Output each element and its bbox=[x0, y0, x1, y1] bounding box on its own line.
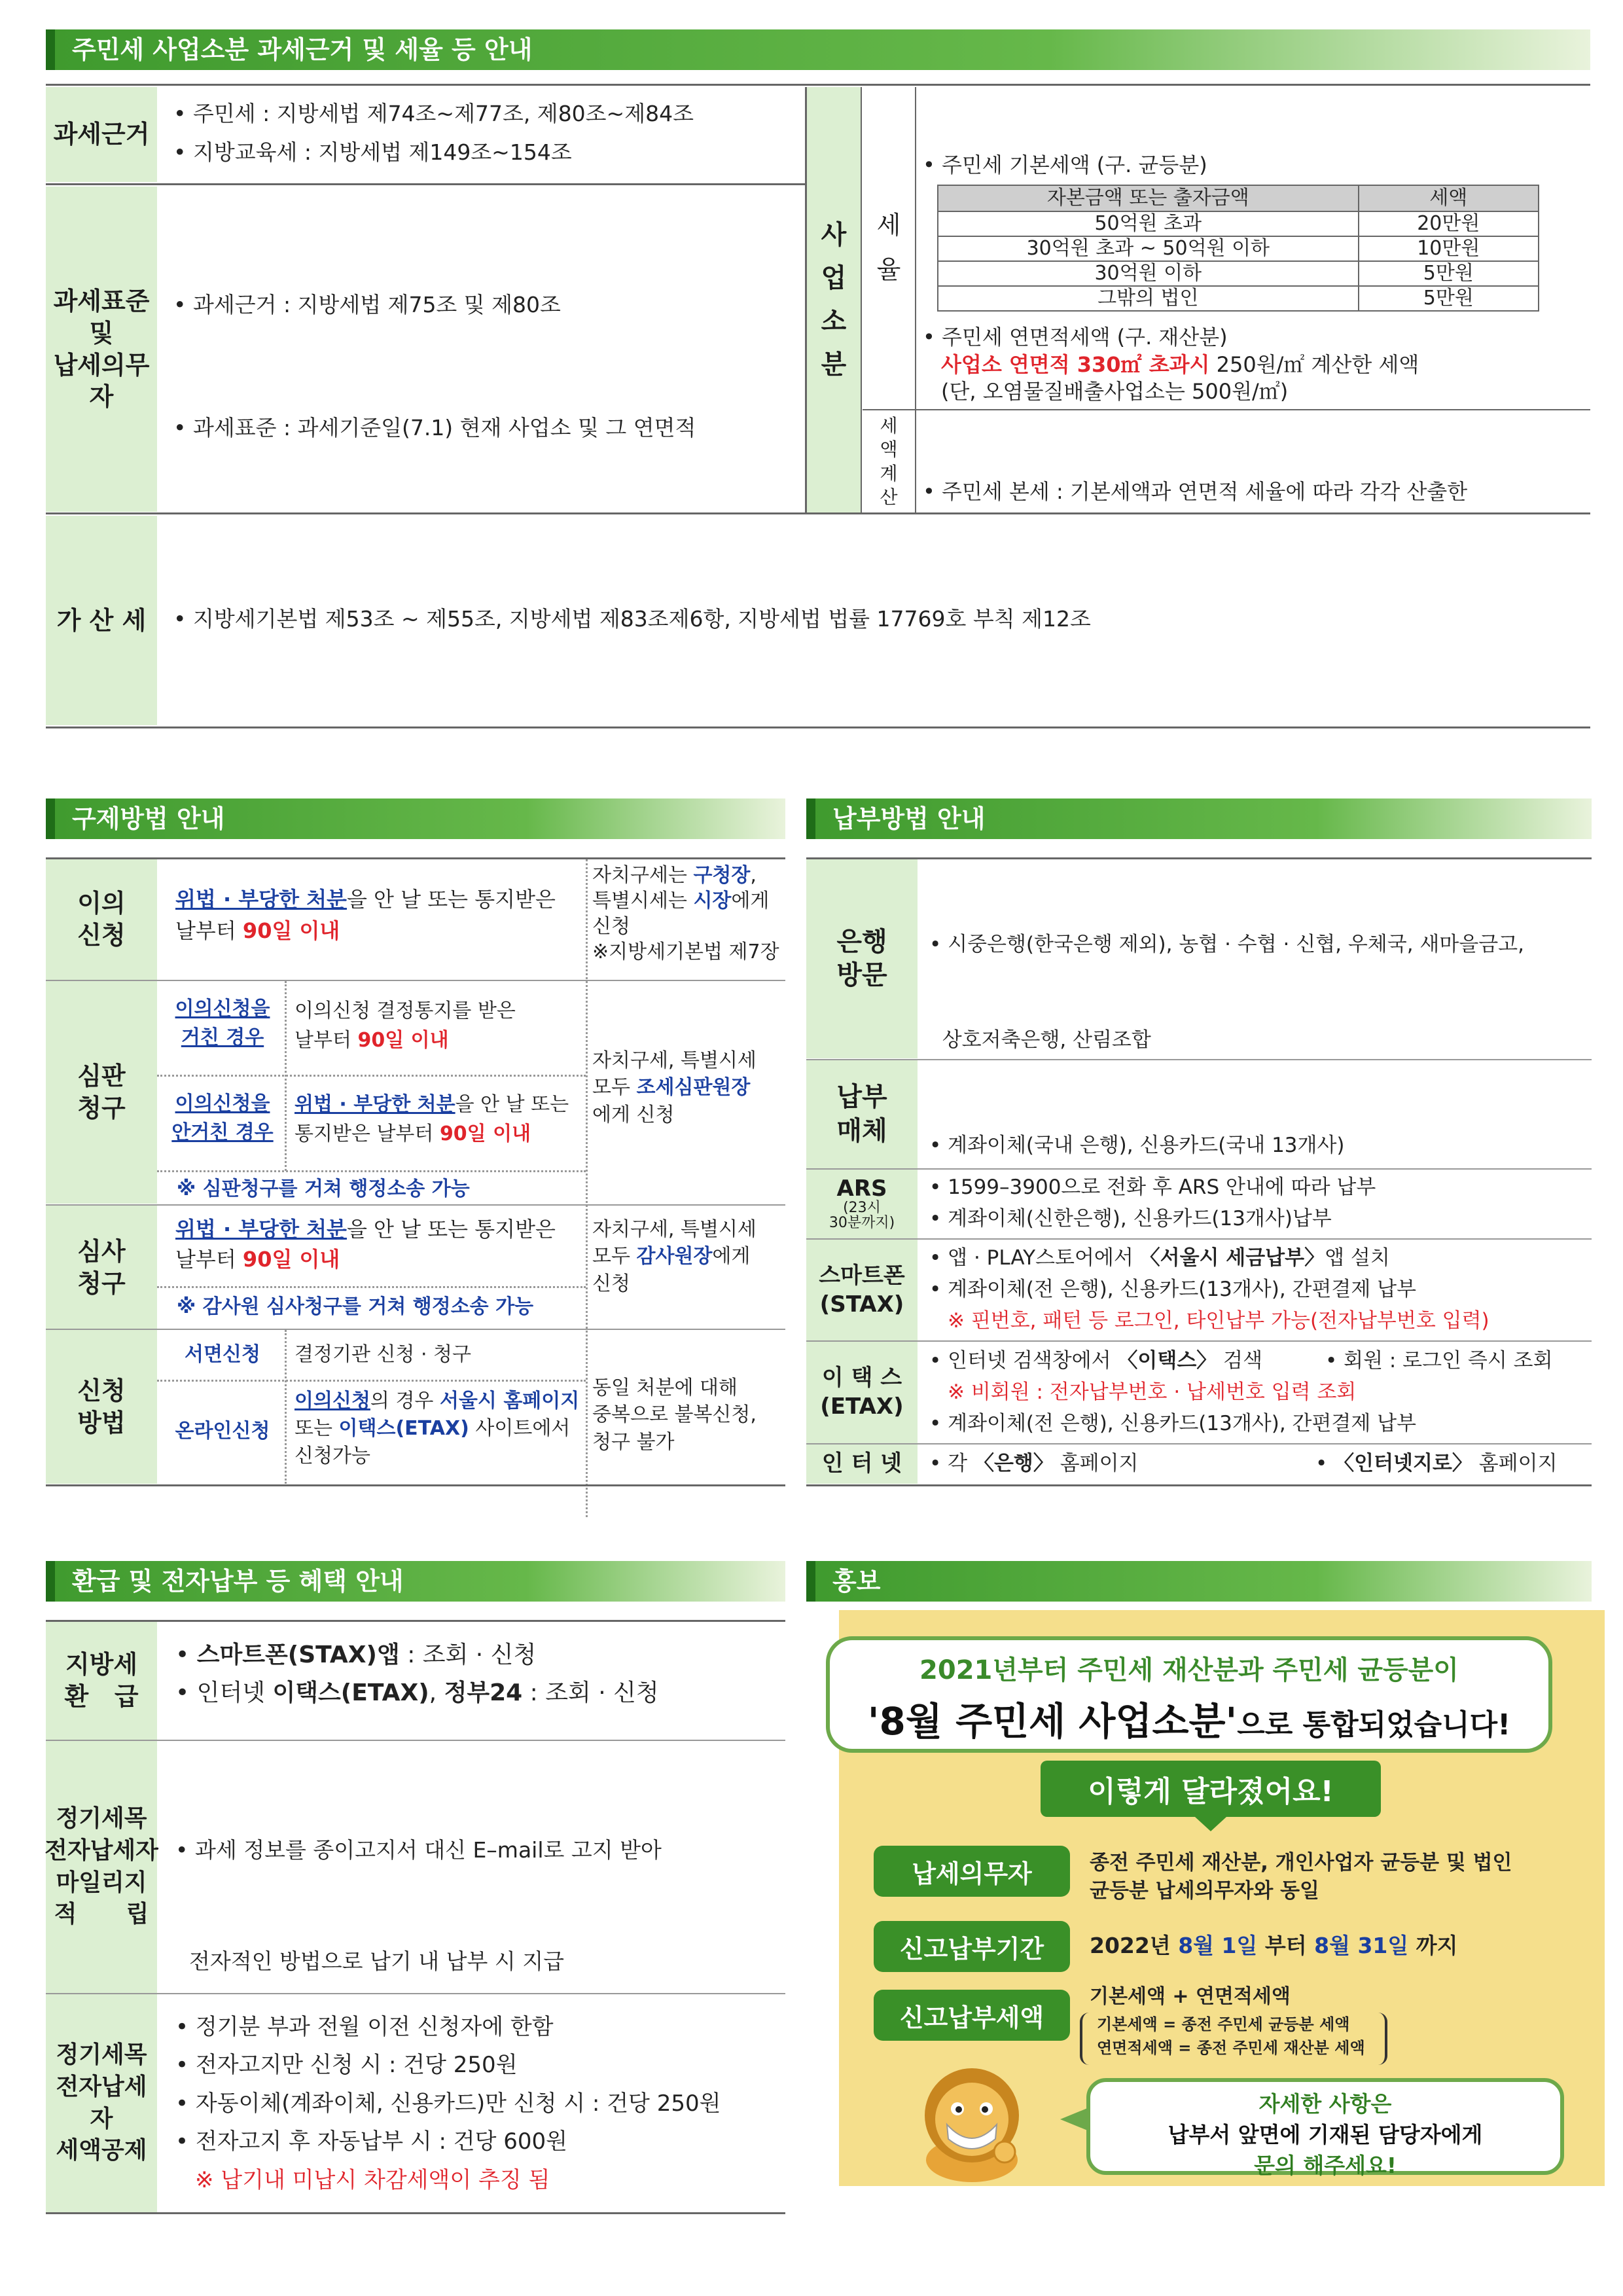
app-name: 〈서울시 세금납부〉 bbox=[1139, 1246, 1325, 1270]
label-text: 심판 bbox=[77, 1062, 126, 1091]
bubble-tail bbox=[1060, 2108, 1089, 2131]
promo-taxpayer-text bbox=[1090, 1849, 1574, 1908]
text: 거친 경우 bbox=[181, 1026, 264, 1049]
highlight-text: 사업소 연면적 330㎡ 초과시 bbox=[941, 351, 1210, 377]
text: 이의신청 결정통지를 받은 bbox=[294, 999, 516, 1022]
review-authority bbox=[592, 1216, 785, 1314]
mascot-svg bbox=[906, 2062, 1037, 2183]
label-tax-basis bbox=[46, 87, 157, 182]
contact-bubble bbox=[1086, 2078, 1564, 2178]
list-item: • 과세 정보를 종이고지서 대신 E–mail로 고지 받아 bbox=[175, 1837, 662, 1863]
text: 또는 bbox=[294, 1417, 339, 1440]
divider bbox=[806, 857, 1592, 859]
list-item: • 주민세 본세 : 기본세액과 연면적 세율에 따라 각각 산출한 bbox=[923, 478, 1468, 504]
trial-case-b-label bbox=[164, 1090, 281, 1155]
tax-basis-content bbox=[173, 95, 795, 180]
ars-content bbox=[929, 1172, 1590, 1237]
text: 통지받은 날부터 bbox=[294, 1122, 440, 1145]
label-objection bbox=[46, 859, 157, 980]
text: , bbox=[429, 1679, 444, 1706]
table-row bbox=[938, 236, 1539, 261]
date-text: 8월 1일 bbox=[1178, 1933, 1258, 1958]
label-text: 전자납세자 bbox=[56, 2073, 147, 2132]
section-title-promo bbox=[806, 1561, 1592, 1602]
promo-headline-card bbox=[826, 1636, 1552, 1753]
payment-media-content bbox=[929, 1067, 1590, 1165]
label-text: (ETAX) bbox=[820, 1393, 904, 1420]
label-text: 스마트폰 bbox=[819, 1262, 905, 1289]
label-subtext: (23시 bbox=[843, 1200, 881, 1217]
label-text: 방법 bbox=[77, 1408, 126, 1437]
section-title-refund bbox=[46, 1561, 785, 1602]
list-item: • 전자고지 후 자동납부 시 : 건당 600원 bbox=[175, 2128, 568, 2155]
text: 중복으로 불복신청, bbox=[592, 1403, 757, 1427]
label-ars bbox=[806, 1170, 918, 1238]
label-text: (STAX) bbox=[819, 1291, 904, 1318]
text: 연면적세액 = 종전 주민세 재산분 세액 bbox=[1097, 2039, 1365, 2057]
table-header: 세액 bbox=[1359, 185, 1539, 211]
note-text: ※ 납기내 미납시 차감세액이 추징 됨 bbox=[195, 2166, 550, 2193]
trial-note: ※ 심판청구를 거쳐 행정소송 가능 bbox=[177, 1177, 470, 1200]
divider bbox=[157, 1380, 586, 1382]
table-cell: 30억원 이하 bbox=[938, 261, 1359, 286]
section-title-text: 홍보 bbox=[832, 1567, 881, 1596]
promo-label-period bbox=[874, 1921, 1070, 1972]
label-payment-media bbox=[806, 1060, 918, 1168]
table-cell: 5만원 bbox=[1359, 261, 1539, 286]
review-content bbox=[175, 1214, 581, 1280]
table-cell: 20만원 bbox=[1359, 211, 1539, 236]
divider bbox=[157, 1075, 586, 1077]
text: 동일 처분에 대해 bbox=[592, 1376, 738, 1399]
label-text: 매체 bbox=[836, 1115, 887, 1146]
text: 날부터 bbox=[175, 918, 243, 943]
highlight-text: 감사원장 bbox=[636, 1245, 713, 1268]
list-item: • 시중은행(한국은행 제외), 농협 · 수협 · 신협, 우체국, 새마을금고, bbox=[929, 933, 1524, 957]
written-apply-label: 서면신청 bbox=[185, 1343, 260, 1366]
date-text: 8월 31일 bbox=[1314, 1933, 1409, 1958]
text: • 인터넷 검색창에서 bbox=[929, 1349, 1118, 1372]
label-review bbox=[46, 1206, 157, 1330]
text: 안거친 경우 bbox=[171, 1121, 274, 1144]
divider bbox=[157, 1286, 586, 1288]
site-name: 〈이택스〉 bbox=[1117, 1349, 1217, 1372]
rate-table bbox=[937, 185, 1539, 312]
table-row bbox=[938, 286, 1539, 311]
note-text: ※ 핀번호, 패턴 등 로그인, 타인납부 가능(전자납부번호 입력) bbox=[948, 1309, 1489, 1333]
label-smartphone bbox=[806, 1240, 918, 1341]
etax-content bbox=[929, 1345, 1590, 1443]
list-item: 전자적인 방법으로 납기 내 납부 시 지급 bbox=[175, 1948, 564, 1974]
text: 자치구세, 특별시세 bbox=[592, 1218, 757, 1241]
label-subtext: 30분까지) bbox=[829, 1215, 895, 1232]
text: 기본세액 = 종전 주민세 균등분 세액 bbox=[1097, 2015, 1350, 2034]
trial-case-b-content bbox=[294, 1090, 582, 1155]
banner-text: 이렇게 달라졌어요! bbox=[1088, 1775, 1334, 1808]
site-name: 정부24 bbox=[444, 1679, 523, 1706]
section-title-text: 환급 및 전자납부 등 혜택 안내 bbox=[72, 1567, 404, 1596]
bubble-text: 납부서 앞면에 기재된 담당자에게 bbox=[1168, 2122, 1483, 2147]
banner-pointer bbox=[1195, 1817, 1226, 1831]
divider bbox=[806, 1443, 1592, 1444]
text: • 인터넷 bbox=[175, 1679, 273, 1706]
highlight-text: 이택스(ETAX) bbox=[338, 1417, 469, 1440]
text: 신청 bbox=[592, 915, 630, 938]
mascot-haechi-icon bbox=[906, 2062, 1037, 2183]
label-char: 사 bbox=[821, 220, 847, 250]
list-item: • 자동이체(계좌이체, 신용카드)만 신청 시 : 건당 250원 bbox=[175, 2090, 721, 2117]
note-text: ※ 비회원 : 전자납부번호 · 납세번호 입력 조회 bbox=[948, 1380, 1357, 1405]
deadline-text: 90일 이내 bbox=[357, 1029, 449, 1052]
list-item bbox=[923, 351, 1584, 379]
text: 신청 bbox=[592, 1272, 630, 1295]
text: 의 경우 bbox=[370, 1390, 440, 1412]
divider bbox=[285, 1330, 287, 1484]
list-item: • 주민세 : 지방세법 제74조~제77조, 제80조~제84조 bbox=[173, 101, 694, 126]
rate-content bbox=[923, 95, 1584, 183]
label-tax-credit bbox=[46, 1994, 157, 2212]
bank-visit-content bbox=[929, 865, 1590, 1058]
label-text: 정기세목 bbox=[56, 1805, 147, 1833]
internet-content bbox=[929, 1448, 1590, 1484]
text: 에게 bbox=[712, 1245, 751, 1268]
text: 에게 신청 bbox=[592, 1103, 675, 1126]
site-name: 이택스(ETAX) bbox=[272, 1679, 429, 1706]
changed-banner bbox=[1041, 1761, 1381, 1817]
label-text: 환 급 bbox=[64, 1682, 139, 1711]
app-name: 스마트폰(STAX)앱 bbox=[196, 1641, 400, 1668]
label-rate bbox=[863, 87, 915, 408]
text: 날부터 bbox=[175, 1247, 243, 1272]
label-apply-method bbox=[46, 1330, 157, 1484]
penalty-content bbox=[173, 524, 1587, 720]
pill-text: 납세의무자 bbox=[912, 1859, 1032, 1888]
text: • 앱 · PLAY스토어에서 bbox=[929, 1246, 1140, 1270]
highlight-text: 시장 bbox=[693, 889, 732, 912]
table-header: 자본금액 또는 출자금액 bbox=[938, 185, 1359, 211]
text: • 각 bbox=[929, 1452, 974, 1475]
table-cell: 그밖의 법인 bbox=[938, 286, 1359, 311]
text: 이의신청을 bbox=[175, 997, 270, 1020]
label-text: 세액공제 bbox=[56, 2137, 147, 2164]
text: 모두 bbox=[592, 1076, 637, 1100]
smartphone-content bbox=[929, 1242, 1590, 1340]
divider bbox=[586, 859, 588, 1517]
text: 을 안 날 또는 통지받은 bbox=[346, 887, 556, 912]
calc-content bbox=[923, 418, 1584, 509]
list-item: • 과세근거 : 지방세법 제75조 및 제80조 bbox=[173, 292, 561, 318]
label-char: 산 bbox=[880, 486, 898, 508]
label-text: 이의 bbox=[77, 889, 126, 918]
divider bbox=[806, 1168, 1592, 1170]
text: 종전 주민세 재산분, 개인사업자 균등분 및 법인 bbox=[1090, 1851, 1512, 1874]
headline-text: 2021년부터 주민세 재산분과 주민세 균등분이 bbox=[919, 1655, 1459, 1685]
divider bbox=[46, 1484, 785, 1486]
label-penalty bbox=[46, 516, 157, 725]
label-text: 신청 bbox=[77, 921, 126, 950]
label-text: ARS bbox=[836, 1175, 887, 1202]
objection-authority bbox=[592, 863, 785, 980]
divider bbox=[863, 409, 1590, 410]
label-char: 액 bbox=[880, 439, 898, 461]
list-item: • 주민세 연면적세액 (구. 재산분) bbox=[923, 325, 1228, 350]
divider bbox=[915, 87, 916, 512]
bubble-text: 자세한 사항은 bbox=[1258, 2091, 1392, 2117]
text: 검색 bbox=[1217, 1349, 1263, 1372]
text: , bbox=[750, 864, 757, 887]
pill-text: 신고납부기간 bbox=[899, 1934, 1044, 1964]
label-mileage bbox=[46, 1741, 157, 1993]
label-text: 청구 bbox=[77, 1269, 126, 1298]
label-bank-visit bbox=[806, 859, 918, 1058]
divider bbox=[806, 1484, 1592, 1486]
list-item: • 계좌이체(전 은행), 신용카드(13개사), 간편결제 납부 bbox=[929, 1278, 1417, 1302]
section-title-tax-basis bbox=[46, 29, 1590, 70]
text: 앱 설치 bbox=[1325, 1246, 1390, 1270]
label-text: 전자납세자 bbox=[45, 1837, 158, 1864]
mileage-content bbox=[175, 1757, 784, 1986]
highlight-text: 구청장 bbox=[693, 864, 751, 887]
area-rate-content bbox=[923, 324, 1584, 406]
divider bbox=[46, 84, 1590, 86]
highlight-text: 이의신청 bbox=[294, 1390, 370, 1412]
label-text: 이 택 스 bbox=[821, 1364, 902, 1391]
list-item: • 계좌이체(신한은행), 신용카드(13개사)납부 bbox=[929, 1207, 1332, 1231]
text: 이의신청을 bbox=[175, 1092, 270, 1115]
list-item: 상호저축은행, 산림조합 bbox=[929, 1028, 1151, 1052]
text: 청구 불가 bbox=[592, 1430, 675, 1454]
deadline-text: 90일 이내 bbox=[242, 1247, 340, 1272]
divider bbox=[46, 512, 1590, 514]
highlight-text: 위법 · 부당한 처분 bbox=[175, 887, 347, 912]
promo-label-taxpayer bbox=[874, 1846, 1070, 1897]
table-cell: 5만원 bbox=[1359, 286, 1539, 311]
label-char: 율 bbox=[876, 255, 901, 284]
label-char: 분 bbox=[821, 350, 847, 380]
label-business-part bbox=[807, 87, 861, 512]
label-text: 정기세목 bbox=[56, 2041, 147, 2069]
label-text: 과세표준및 bbox=[53, 287, 150, 348]
label-text: 마일리지 bbox=[56, 1869, 147, 1896]
headline-text: 으로 통합되었습니다! bbox=[1237, 1708, 1511, 1742]
text: 특별시세는 bbox=[592, 889, 694, 912]
text: 을 안 날 또는 bbox=[455, 1093, 569, 1116]
objection-content bbox=[175, 884, 581, 962]
headline-strong: '8월 주민세 사업소분' bbox=[867, 1699, 1238, 1744]
trial-case-a-label bbox=[164, 995, 281, 1060]
tax-credit-content bbox=[175, 2008, 784, 2211]
section-title-payment bbox=[806, 798, 1592, 839]
list-item: • 정기분 부과 전월 이전 신청자에 한함 bbox=[175, 2014, 554, 2040]
divider bbox=[46, 726, 1590, 728]
label-text: 지방세 bbox=[65, 1650, 138, 1679]
label-char: 소 bbox=[821, 306, 847, 336]
divider bbox=[806, 1340, 1592, 1342]
site-name: 〈인터넷지로〉 bbox=[1334, 1452, 1472, 1475]
apply-method-note bbox=[592, 1374, 785, 1466]
text: • 회원 : 로그인 즉시 조회 bbox=[1325, 1349, 1553, 1372]
label-trial bbox=[46, 981, 157, 1204]
text: 홈페이지 bbox=[1053, 1452, 1139, 1475]
label-text: 적 립 bbox=[54, 1901, 149, 1928]
label-text: 납세의무자 bbox=[53, 350, 150, 412]
label-text: 심사 bbox=[77, 1237, 126, 1266]
list-item: • 1599–3900으로 전화 후 ARS 안내에 따라 납부 bbox=[929, 1175, 1376, 1199]
list-item: • 지방교육세 : 지방세법 제149조~154조 bbox=[173, 139, 572, 165]
text: 자치구세, 특별시세 bbox=[592, 1049, 757, 1072]
text: • bbox=[1315, 1452, 1334, 1475]
label-refund bbox=[46, 1622, 157, 1740]
label-char: 계 bbox=[880, 462, 898, 484]
promo-amount-text: 기본세액 + 연면적세액 bbox=[1090, 1985, 1291, 2008]
label-text: 납부 bbox=[836, 1082, 887, 1113]
text: 홈페이지 bbox=[1472, 1452, 1558, 1475]
highlight-text: 조세심판원장 bbox=[636, 1076, 751, 1100]
label-text: 신청 bbox=[77, 1376, 126, 1405]
divider bbox=[806, 1059, 1592, 1060]
divider bbox=[157, 1170, 586, 1172]
table-cell: 50억원 초과 bbox=[938, 211, 1359, 236]
label-text: 은행 bbox=[836, 926, 887, 957]
tax-standard-content bbox=[173, 203, 795, 504]
list-item: • 계좌이체(전 은행), 신용카드(13개사), 간편결제 납부 bbox=[929, 1412, 1417, 1436]
text: 까지 bbox=[1408, 1933, 1458, 1958]
text: 균등분 납세의무자와 동일 bbox=[1090, 1878, 1319, 1903]
text: 에게 bbox=[731, 889, 770, 912]
table-cell: 10만원 bbox=[1359, 236, 1539, 261]
label-internet bbox=[806, 1444, 918, 1484]
site-name: 〈은행〉 bbox=[973, 1452, 1054, 1475]
list-item: • 과세표준 : 과세기준일(7.1) 현재 사업소 및 그 연면적 bbox=[173, 415, 696, 441]
highlight-text: 서울시 홈페이지 bbox=[439, 1390, 580, 1412]
label-text: 과세근거 bbox=[53, 120, 150, 149]
label-etax bbox=[806, 1342, 918, 1443]
section-title-text: 주민세 사업소분 과세근거 및 세율 등 안내 bbox=[72, 35, 533, 64]
label-text: 청구 bbox=[77, 1094, 126, 1122]
text: 모두 bbox=[592, 1245, 637, 1268]
label-text: 인 터 넷 bbox=[821, 1450, 902, 1477]
table-row bbox=[938, 261, 1539, 286]
headline-main bbox=[830, 1691, 1548, 1746]
text: : 조회 · 신청 bbox=[399, 1641, 537, 1668]
trial-case-a-content bbox=[294, 996, 582, 1062]
text: 날부터 bbox=[294, 1029, 358, 1052]
label-text: 방문 bbox=[836, 960, 887, 990]
table-row bbox=[938, 211, 1539, 236]
online-apply-label: 온라인신청 bbox=[175, 1420, 270, 1443]
highlight-text: 위법 · 부당한 처분 bbox=[175, 1217, 347, 1242]
text: • bbox=[175, 1641, 197, 1668]
text: 250원/㎡ 계산한 세액 bbox=[1209, 351, 1419, 377]
list-item: • 주민세 기본세액 (구. 균등분) bbox=[923, 152, 1207, 178]
promo-label-amount bbox=[874, 1990, 1070, 2041]
highlight-text: 위법 · 부당한 처분 bbox=[294, 1093, 455, 1116]
label-calc bbox=[863, 411, 915, 512]
written-apply-content: 결정기관 신청 · 청구 bbox=[294, 1343, 471, 1366]
review-note: ※ 감사원 심사청구를 거쳐 행정소송 가능 bbox=[177, 1295, 534, 1318]
text: : 조회 · 신청 bbox=[522, 1679, 659, 1706]
divider bbox=[861, 87, 862, 512]
section-title-text: 구제방법 안내 bbox=[72, 804, 225, 833]
divider bbox=[46, 183, 805, 185]
list-item: • 전자고지만 신청 시 : 건당 250원 bbox=[175, 2052, 518, 2079]
label-text: 가 산 세 bbox=[56, 605, 147, 635]
label-char: 세 bbox=[880, 414, 898, 437]
section-title-text: 납부방법 안내 bbox=[832, 804, 986, 833]
section-title-remedy bbox=[46, 798, 785, 839]
label-char: 세 bbox=[876, 210, 901, 240]
divider bbox=[46, 2212, 785, 2214]
deadline-text: 90일 이내 bbox=[439, 1122, 531, 1145]
list-item bbox=[173, 716, 1587, 720]
refund-content bbox=[175, 1636, 777, 1734]
online-apply-content bbox=[294, 1388, 582, 1479]
text: 사이트에서 bbox=[469, 1417, 571, 1440]
label-char: 업 bbox=[821, 263, 847, 293]
label-tax-standard bbox=[46, 187, 157, 512]
bubble-text: 문의 해주세요! bbox=[1254, 2153, 1397, 2178]
list-item: • 지방세기본법 제53조 ~ 제55조, 지방세법 제83조제6항, 지방세법 법률 17769호 부칙 제12조 bbox=[173, 606, 1091, 632]
trial-authority bbox=[592, 1047, 785, 1145]
text: 신청가능 bbox=[294, 1444, 370, 1467]
text: 2022년 bbox=[1090, 1933, 1179, 1958]
text: ※지방세기본법 제7장 bbox=[592, 941, 779, 963]
text: 부터 bbox=[1257, 1933, 1315, 1958]
promo-amount-detail bbox=[1080, 2013, 1387, 2065]
list-item: (단, 오염물질배출사업소는 500원/㎡) bbox=[941, 379, 1289, 404]
deadline-text: 90일 이내 bbox=[242, 918, 340, 943]
divider bbox=[806, 1238, 1592, 1240]
promo-period-text bbox=[1090, 1931, 1574, 1964]
list-item: • 계좌이체(국내 은행), 신용카드(국내 13개사) bbox=[929, 1134, 1345, 1158]
text: 을 안 날 또는 통지받은 bbox=[346, 1217, 556, 1242]
pill-text: 신고납부세액 bbox=[899, 2003, 1044, 2032]
table-cell: 30억원 초과 ~ 50억원 이하 bbox=[938, 236, 1359, 261]
text: 자치구세는 bbox=[592, 864, 694, 887]
